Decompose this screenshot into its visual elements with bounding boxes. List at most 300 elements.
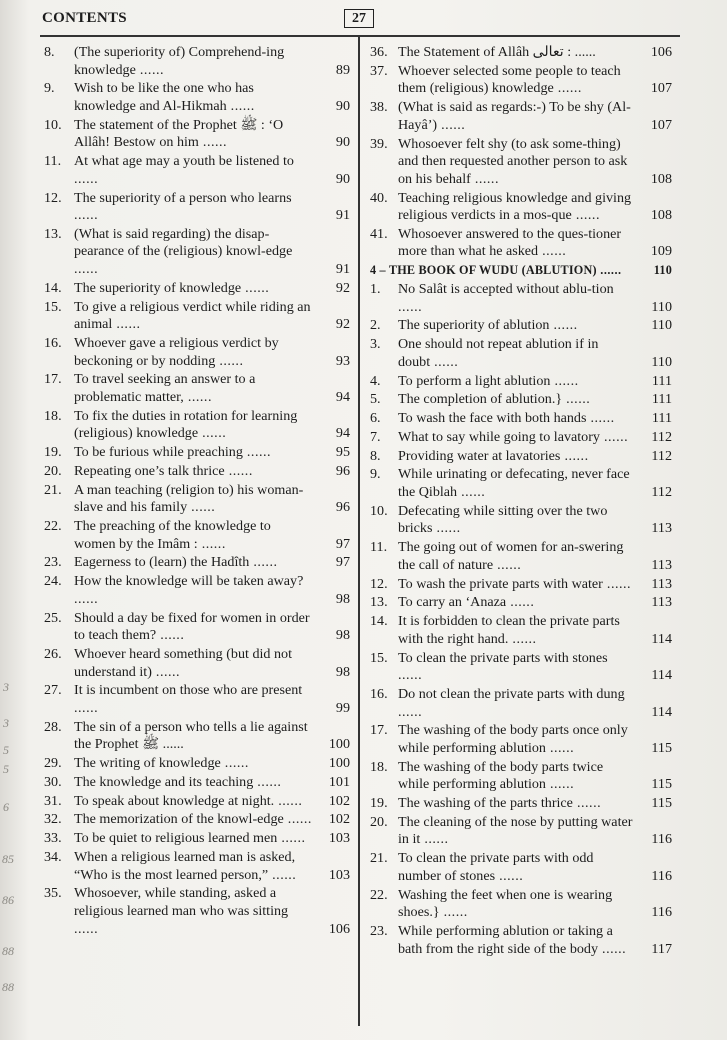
leader-dots: ...... bbox=[249, 554, 278, 571]
entry-title bbox=[398, 190, 634, 225]
entry-page-number: 89 bbox=[335, 61, 350, 78]
entry-title bbox=[370, 262, 634, 280]
leader-dots: ...... bbox=[549, 317, 578, 334]
entry-number: 13. bbox=[370, 594, 388, 611]
leader-dots: ...... bbox=[457, 484, 486, 501]
toc-entry bbox=[44, 44, 350, 79]
entry-number: 19. bbox=[44, 444, 62, 461]
entry-number: 11. bbox=[44, 153, 62, 170]
entry-number: 11. bbox=[370, 539, 388, 556]
entry-page-number: 92 bbox=[335, 316, 350, 333]
entry-title-text: The statement of the Prophet ﷺ : ‘O Allâh! Bestow on him bbox=[74, 116, 284, 151]
toc-entry bbox=[44, 554, 350, 572]
entry-title-text: While performing ablution or taking a bath from the right side of the body bbox=[398, 922, 613, 957]
leader-dots: ...... bbox=[159, 736, 184, 753]
entry-title-text: Whoever gave a religious verdict by beckoning or by nodding bbox=[74, 335, 279, 369]
entry-title-text: The completion of ablution.} bbox=[398, 391, 563, 408]
entry-title-text: Whosoever felt shy (to ask some-thing) and then requested another person to ask on his behalf bbox=[398, 135, 628, 187]
leader-dots: ...... bbox=[599, 428, 629, 445]
entry-number: 7. bbox=[370, 428, 381, 445]
entry-title bbox=[74, 408, 314, 443]
leader-dots: ...... bbox=[545, 739, 575, 756]
entry-page-number: 116 bbox=[651, 904, 672, 921]
entry-title-text: The going out of women for an-swering the call of nature bbox=[398, 539, 624, 573]
edge-mark: 86 bbox=[2, 893, 14, 907]
entry-title bbox=[74, 153, 314, 188]
leader-dots: ...... bbox=[571, 207, 600, 224]
entry-title bbox=[398, 410, 634, 428]
entry-page-number: 116 bbox=[651, 831, 672, 848]
entry-title-text: To wash the face with both hands bbox=[398, 410, 587, 427]
entry-title-text: 4 – THE BOOK OF WUDU (ABLUTION) bbox=[370, 263, 597, 278]
leader-dots: ...... bbox=[602, 575, 632, 592]
leader-dots: ...... bbox=[135, 61, 165, 78]
toc-entry bbox=[44, 774, 350, 792]
edge-mark: 88 bbox=[2, 944, 14, 958]
leader-dots: ...... bbox=[508, 630, 537, 647]
entry-title bbox=[398, 503, 634, 538]
entry-number: 8. bbox=[370, 447, 381, 464]
entry-title-text: The writing of knowledge bbox=[74, 755, 221, 772]
toc-entry bbox=[44, 226, 350, 279]
entry-page-number: 100 bbox=[328, 736, 350, 753]
toc-entry bbox=[370, 686, 672, 721]
entry-page-number: 117 bbox=[651, 940, 672, 957]
entry-title bbox=[74, 190, 314, 225]
entry-title bbox=[398, 44, 634, 62]
toc-entry bbox=[370, 391, 672, 409]
entry-number: 34. bbox=[44, 849, 62, 865]
entry-title-text: The superiority of a person who learns bbox=[74, 189, 292, 206]
entry-title bbox=[398, 429, 634, 447]
entry-number: 18. bbox=[44, 407, 62, 424]
toc-entry bbox=[44, 682, 350, 717]
entry-title-text: How the knowledge will be taken away? bbox=[74, 573, 304, 590]
entry-title bbox=[398, 759, 634, 794]
entry-title bbox=[74, 573, 314, 608]
leader-dots: ...... bbox=[586, 410, 615, 427]
entry-number: 39. bbox=[370, 135, 388, 152]
entry-page-number: 112 bbox=[651, 447, 672, 464]
leader-dots: ...... bbox=[560, 447, 589, 464]
entry-title bbox=[398, 136, 634, 189]
entry-title-text: To fix the duties in rotation for learning (religious) knowledge bbox=[74, 407, 298, 442]
toc-entry bbox=[370, 466, 672, 501]
entry-title bbox=[398, 99, 634, 134]
entry-number: 8. bbox=[44, 44, 55, 60]
entry-number: 33. bbox=[44, 830, 62, 847]
leader-dots: ...... bbox=[74, 170, 99, 187]
leader-dots: ...... bbox=[187, 499, 216, 516]
entry-title bbox=[74, 719, 314, 754]
entry-title bbox=[74, 44, 314, 79]
leader-dots: ...... bbox=[571, 44, 596, 60]
toc-entry bbox=[370, 613, 672, 648]
leader-dots: ...... bbox=[74, 590, 99, 607]
toc-entry bbox=[44, 463, 350, 481]
entry-title-text: Should a day be fixed for women in order to teach them? bbox=[74, 609, 310, 644]
entry-title bbox=[398, 226, 634, 261]
entry-number: 12. bbox=[44, 189, 62, 206]
leader-dots: ...... bbox=[74, 699, 99, 716]
entry-title-text: While urinating or defecating, never face the Qiblah bbox=[398, 466, 630, 501]
entry-number: 20. bbox=[44, 462, 62, 479]
toc-entry bbox=[370, 373, 672, 391]
toc-entry bbox=[44, 117, 350, 152]
leader-dots: ...... bbox=[156, 627, 185, 644]
entry-page-number: 98 bbox=[335, 590, 350, 607]
entry-title bbox=[398, 336, 634, 371]
entry-number: 15. bbox=[370, 649, 388, 666]
entry-number: 13. bbox=[44, 225, 62, 242]
entry-page-number: 116 bbox=[651, 867, 672, 884]
entry-page-number: 93 bbox=[335, 352, 350, 369]
toc-entry bbox=[370, 576, 672, 594]
entry-title bbox=[74, 299, 314, 334]
toc-entry bbox=[370, 795, 672, 813]
entry-title-text: To clean the private parts with odd number of stones bbox=[398, 850, 594, 884]
entry-title bbox=[398, 391, 634, 409]
leader-dots: ...... bbox=[220, 755, 249, 772]
page-number-box: 27 bbox=[344, 9, 374, 28]
leader-dots: ...... bbox=[74, 920, 99, 937]
toc-entry bbox=[370, 448, 672, 466]
entry-title-text: No Salât is accepted without ablu-tion bbox=[398, 281, 614, 298]
entry-page-number: 112 bbox=[651, 484, 672, 501]
entry-number: 31. bbox=[44, 792, 62, 809]
entry-number: 10. bbox=[370, 502, 388, 519]
entry-page-number: 106 bbox=[650, 44, 672, 60]
entry-title bbox=[398, 594, 634, 612]
entry-title bbox=[398, 373, 634, 391]
leader-dots: ...... bbox=[198, 134, 228, 151]
entry-page-number: 115 bbox=[651, 776, 672, 793]
entry-title-text: Do not clean the private parts with dung bbox=[398, 685, 625, 702]
entry-title-text: The memorization of the knowl-edge bbox=[74, 811, 284, 828]
leader-dots: ...... bbox=[253, 773, 282, 790]
toc-entry bbox=[44, 719, 350, 754]
entry-number: 14. bbox=[44, 279, 62, 296]
entry-title bbox=[74, 774, 314, 792]
entry-page-number: 114 bbox=[651, 630, 672, 647]
entry-title-text: Repeating one’s talk thrice bbox=[74, 462, 225, 479]
entry-title-text: To be furious while preaching bbox=[74, 444, 243, 461]
entry-title-text: To speak about knowledge at night. bbox=[74, 792, 275, 809]
leader-dots: ...... bbox=[277, 830, 306, 847]
entry-number: 21. bbox=[370, 850, 388, 867]
entry-title-text: It is incumbent on those who are present bbox=[74, 682, 303, 699]
entry-title bbox=[74, 518, 314, 553]
entry-title bbox=[74, 793, 314, 811]
entry-title bbox=[74, 682, 314, 717]
entry-title-text: To travel seeking an answer to a problematic matter, bbox=[74, 371, 256, 405]
leader-dots: ...... bbox=[572, 795, 602, 812]
entry-title-text: Providing water at lavatories bbox=[398, 447, 561, 464]
entry-title-text: Whosoever answered to the ques-tioner more than what he asked bbox=[398, 225, 622, 260]
edge-mark: 5 bbox=[3, 743, 9, 757]
entry-number: 40. bbox=[370, 189, 388, 206]
toc-entry bbox=[44, 408, 350, 443]
toc-entry bbox=[370, 410, 672, 428]
entry-title bbox=[74, 371, 314, 406]
toc-entry bbox=[370, 759, 672, 794]
leader-dots: ...... bbox=[430, 353, 459, 370]
entry-title bbox=[74, 830, 314, 848]
entry-title bbox=[74, 226, 314, 279]
leader-dots: ...... bbox=[274, 792, 303, 809]
entry-page-number: 94 bbox=[335, 388, 350, 405]
entry-page-number: 102 bbox=[328, 792, 350, 809]
entry-title-text: To be quiet to religious learned men bbox=[74, 830, 278, 847]
entry-number: 27. bbox=[44, 682, 62, 699]
toc-entry bbox=[44, 190, 350, 225]
entry-title-text: Defecating while sitting over the two bricks bbox=[398, 502, 608, 537]
entry-title bbox=[74, 482, 314, 517]
entry-number: 26. bbox=[44, 645, 62, 662]
entry-page-number: 99 bbox=[335, 699, 350, 716]
entry-title bbox=[398, 63, 634, 98]
entry-title bbox=[398, 795, 634, 813]
entry-number: 36. bbox=[370, 44, 388, 60]
entry-number: 9. bbox=[370, 466, 381, 483]
entry-page-number: 110 bbox=[653, 263, 672, 278]
entry-number: 32. bbox=[44, 811, 62, 828]
entry-number: 41. bbox=[370, 225, 388, 242]
edge-mark: 6 bbox=[3, 800, 9, 814]
entry-number: 29. bbox=[44, 755, 62, 772]
entry-title bbox=[398, 923, 634, 958]
toc-entry bbox=[370, 594, 672, 612]
leader-dots: ...... bbox=[183, 388, 212, 405]
entry-number: 15. bbox=[44, 298, 62, 315]
entry-page-number: 103 bbox=[328, 830, 350, 847]
leader-dots: ...... bbox=[439, 904, 468, 921]
leader-dots: ...... bbox=[398, 703, 423, 720]
entry-page-number: 90 bbox=[335, 170, 350, 187]
chapter-heading bbox=[370, 262, 672, 280]
leader-dots: ...... bbox=[550, 372, 579, 389]
leader-dots: ...... bbox=[506, 594, 535, 611]
entry-page-number: 111 bbox=[651, 372, 672, 389]
leader-dots: ...... bbox=[215, 352, 244, 369]
entry-page-number: 94 bbox=[335, 425, 350, 442]
entry-title-text: One should not repeat ablution if in doubt bbox=[398, 336, 599, 370]
entry-page-number: 113 bbox=[651, 556, 672, 573]
toc-entry bbox=[44, 849, 350, 884]
edge-mark: 3 bbox=[3, 716, 9, 730]
entry-page-number: 113 bbox=[651, 520, 672, 537]
entry-title-text: The washing of the body parts once only while performing ablution bbox=[398, 722, 628, 756]
entry-page-number: 111 bbox=[651, 391, 672, 408]
entry-number: 28. bbox=[44, 718, 62, 735]
entry-number: 24. bbox=[44, 573, 62, 590]
entry-title bbox=[398, 887, 634, 922]
entry-page-number: 90 bbox=[335, 97, 350, 114]
toc-entry bbox=[370, 429, 672, 447]
entry-number: 37. bbox=[370, 62, 388, 79]
entry-title-text: (What is said regarding) the disap-pearance of the (religious) knowl-edge bbox=[74, 225, 293, 260]
toc-entry bbox=[44, 482, 350, 517]
toc-entry bbox=[44, 518, 350, 553]
entry-number: 21. bbox=[44, 481, 62, 498]
entry-page-number: 97 bbox=[335, 554, 350, 571]
entry-title-text: At what age may a youth be listened to bbox=[74, 153, 294, 170]
entry-page-number: 110 bbox=[651, 353, 672, 370]
entry-page-number: 98 bbox=[335, 663, 350, 680]
entry-page-number: 98 bbox=[335, 627, 350, 644]
entry-title bbox=[398, 814, 634, 849]
entry-page-number: 115 bbox=[651, 795, 672, 812]
leader-dots: ...... bbox=[432, 520, 461, 537]
entry-page-number: 108 bbox=[650, 207, 672, 224]
entry-page-number: 91 bbox=[335, 261, 350, 278]
entry-title-text: The sin of a person who tells a lie against the Prophet ﷺ bbox=[74, 718, 308, 753]
entry-title-text: Whoever selected some people to teach them (religious) knowledge bbox=[398, 62, 621, 97]
leader-dots: ...... bbox=[420, 831, 449, 848]
entry-title bbox=[74, 117, 314, 152]
entry-number: 14. bbox=[370, 613, 388, 630]
header-rule bbox=[40, 35, 680, 37]
toc-entry bbox=[44, 646, 350, 681]
entry-title-text: Eagerness to (learn) the Hadîth bbox=[74, 554, 250, 571]
leader-dots: ...... bbox=[495, 867, 524, 884]
entry-title-text: Wish to be like the one who has knowledge and Al-Hikmah bbox=[74, 80, 254, 114]
entry-number: 38. bbox=[370, 99, 388, 116]
entry-number: 16. bbox=[44, 335, 62, 351]
leader-dots: ...... bbox=[398, 667, 423, 684]
entry-number: 1. bbox=[370, 281, 381, 298]
toc-entry bbox=[44, 153, 350, 188]
entry-title bbox=[74, 554, 314, 572]
entry-title-text: To wash the private parts with water bbox=[398, 575, 603, 592]
entry-title bbox=[74, 463, 314, 481]
entry-title-text: A man teaching (religion to) his woman-slave and his family bbox=[74, 481, 304, 516]
leader-dots: ...... bbox=[226, 97, 255, 114]
toc-entry bbox=[370, 850, 672, 885]
toc-entry bbox=[44, 80, 350, 115]
toc-entry bbox=[44, 755, 350, 773]
toc-entry bbox=[44, 335, 350, 370]
entry-title bbox=[74, 849, 314, 884]
entry-title-text: Teaching religious knowledge and giving religious verdicts in a mos-que bbox=[398, 189, 632, 224]
entry-number: 10. bbox=[44, 116, 62, 133]
entry-title-text: When a religious learned man is asked, “Who is the most learned person,” bbox=[74, 849, 296, 883]
entry-page-number: 111 bbox=[651, 410, 672, 427]
entry-title-text: The superiority of ablution bbox=[398, 317, 550, 334]
leader-dots: ...... bbox=[224, 462, 253, 479]
entry-title bbox=[74, 755, 314, 773]
entry-page-number: 108 bbox=[650, 170, 672, 187]
entry-page-number: 96 bbox=[335, 499, 350, 516]
entry-title bbox=[74, 444, 314, 462]
entry-number: 17. bbox=[44, 371, 62, 388]
entry-page-number: 115 bbox=[651, 739, 672, 756]
entry-title-text: The preaching of the knowledge to women by the Imâm : bbox=[74, 518, 271, 552]
entry-number: 18. bbox=[370, 758, 388, 775]
entry-title-text: To give a religious verdict while riding an animal bbox=[74, 298, 311, 333]
leader-dots: ...... bbox=[562, 391, 591, 408]
leader-dots: ...... bbox=[112, 316, 141, 333]
entry-title-text: (The superiority of) Comprehend-ing knowledge bbox=[74, 44, 285, 78]
entry-number: 16. bbox=[370, 685, 388, 702]
edge-mark: 3 bbox=[3, 680, 9, 694]
edge-mark: 5 bbox=[3, 762, 9, 776]
leader-dots: ...... bbox=[398, 298, 423, 315]
toc-entry bbox=[370, 887, 672, 922]
entry-number: 22. bbox=[44, 518, 62, 535]
entry-number: 12. bbox=[370, 575, 388, 592]
running-header: CONTENTS bbox=[42, 10, 127, 26]
toc-entry bbox=[44, 830, 350, 848]
entry-page-number: 100 bbox=[328, 755, 350, 772]
entry-title-text: The washing of the body parts twice while performing ablution bbox=[398, 758, 604, 793]
leader-dots: ...... bbox=[493, 556, 522, 573]
entry-page-number: 107 bbox=[650, 80, 672, 97]
entry-page-number: 96 bbox=[335, 462, 350, 479]
entry-number: 2. bbox=[370, 317, 381, 334]
entry-title bbox=[74, 335, 314, 370]
entry-number: 9. bbox=[44, 80, 55, 97]
entry-page-number: 106 bbox=[328, 920, 350, 937]
leader-dots: ...... bbox=[268, 866, 297, 883]
entry-title-text: The washing of the parts thrice bbox=[398, 795, 573, 812]
entry-title bbox=[398, 539, 634, 574]
toc-entry bbox=[370, 44, 672, 62]
entry-title-text: What to say while going to lavatory bbox=[398, 428, 600, 445]
entry-number: 23. bbox=[370, 922, 388, 939]
entry-title bbox=[74, 280, 314, 298]
leader-dots: ...... bbox=[74, 207, 99, 224]
edge-mark: 85 bbox=[2, 852, 14, 866]
entry-number: 19. bbox=[370, 795, 388, 812]
toc-entry bbox=[370, 650, 672, 685]
leader-dots: ...... bbox=[198, 425, 227, 442]
entry-title-text: The Statement of Allâh تعالى : bbox=[398, 44, 572, 60]
toc-entry bbox=[44, 885, 350, 938]
entry-title-text: To clean the private parts with stones bbox=[398, 649, 608, 666]
entry-number: 30. bbox=[44, 773, 62, 790]
entry-page-number: 112 bbox=[651, 428, 672, 445]
toc-entry bbox=[44, 444, 350, 462]
leader-dots: ...... bbox=[545, 776, 575, 793]
toc-entry bbox=[370, 63, 672, 98]
leader-dots: ...... bbox=[596, 263, 622, 278]
entry-title bbox=[398, 317, 634, 335]
entry-title bbox=[398, 613, 634, 648]
entry-title-text: To perform a light ablution bbox=[398, 372, 551, 389]
entry-number: 17. bbox=[370, 722, 388, 739]
entry-page-number: 113 bbox=[651, 575, 672, 592]
entry-page-number: 101 bbox=[328, 773, 350, 790]
entry-title-text: The cleaning of the nose by putting water in it bbox=[398, 813, 633, 848]
entry-title bbox=[74, 646, 314, 681]
entry-title bbox=[74, 80, 314, 115]
entry-page-number: 92 bbox=[335, 279, 350, 296]
entry-title bbox=[398, 686, 634, 721]
entry-page-number: 103 bbox=[328, 866, 350, 883]
entry-title bbox=[398, 576, 634, 594]
toc-entry bbox=[370, 136, 672, 189]
entry-page-number: 97 bbox=[335, 535, 350, 552]
entry-title bbox=[398, 281, 634, 316]
entry-number: 6. bbox=[370, 410, 381, 427]
entry-title-text: Whosoever, while standing, asked a religious learned man who was sitting bbox=[74, 885, 289, 919]
leader-dots: ...... bbox=[241, 279, 270, 296]
leader-dots: ...... bbox=[437, 116, 466, 133]
entry-page-number: 91 bbox=[335, 207, 350, 224]
entry-title-text: To carry an ‘Anaza bbox=[398, 594, 507, 611]
toc-right-column bbox=[370, 44, 672, 959]
